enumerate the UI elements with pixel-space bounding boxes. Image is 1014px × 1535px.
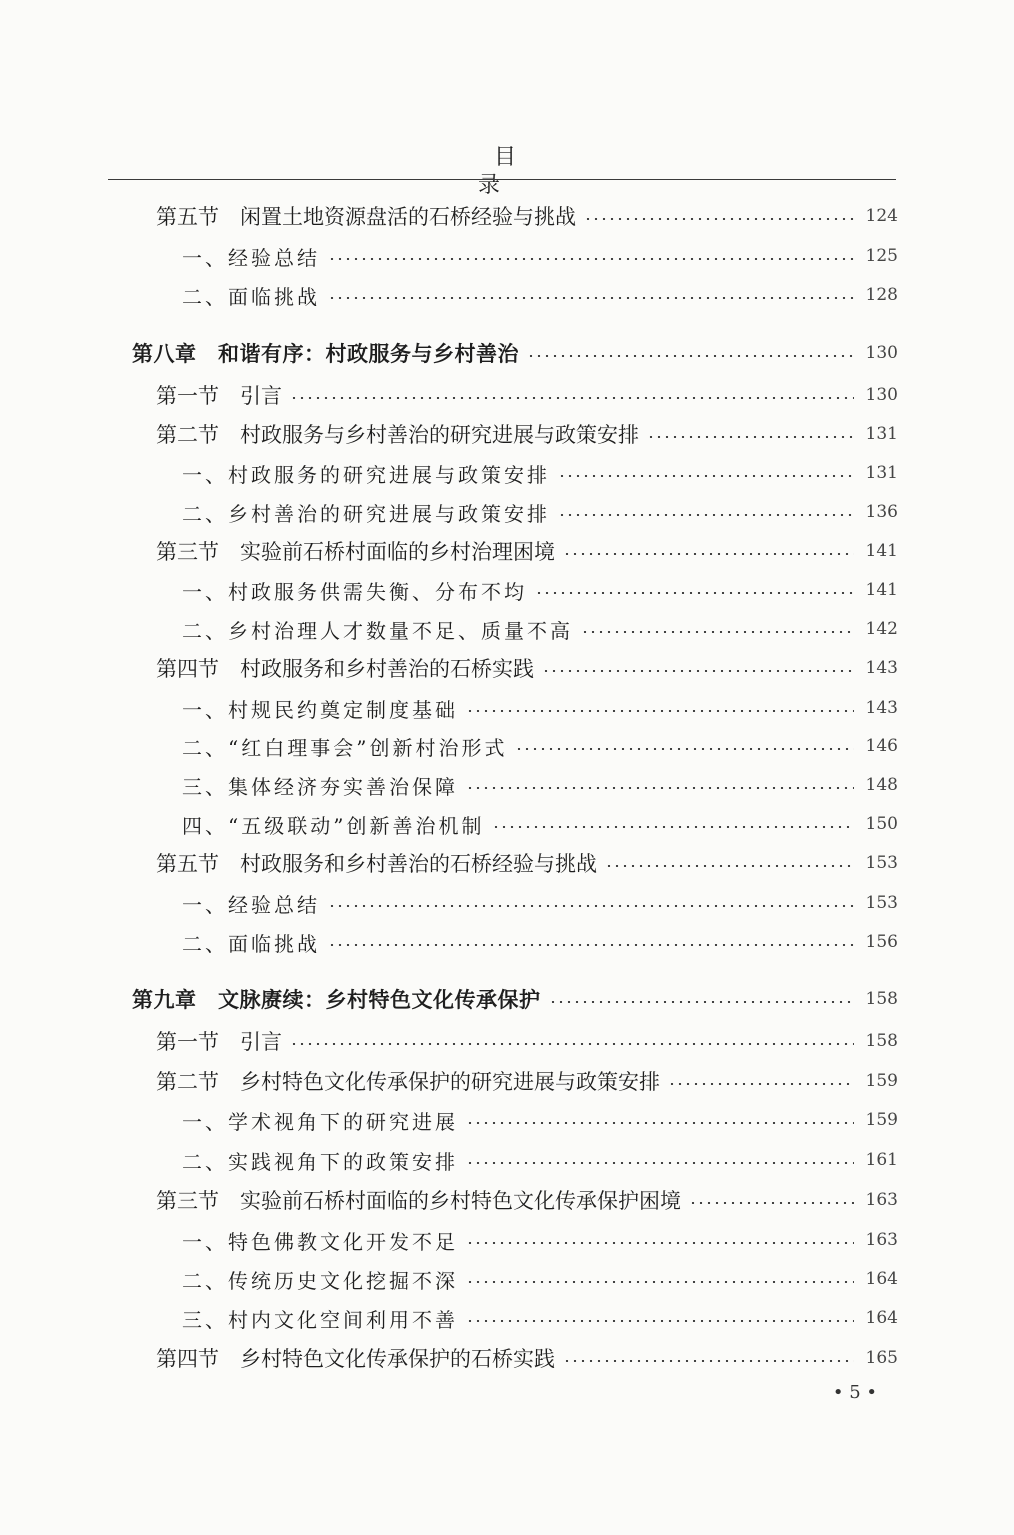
dot-leader	[466, 1242, 854, 1244]
toc-entry-label: 四、“五级联动”创新善治机制	[182, 813, 485, 838]
toc-entry-section	[156, 1184, 898, 1216]
toc-entry-section	[156, 418, 898, 450]
toc-entry-section	[156, 847, 898, 879]
toc-entry-sub	[182, 1224, 898, 1256]
toc-entry-label: 二、面临挑战	[182, 931, 320, 956]
toc-entry-label: 第四节 乡村特色文化传承保护的石桥实践	[156, 1347, 555, 1371]
toc-entry-sub	[182, 730, 898, 762]
toc-entry-page: 130	[865, 343, 898, 363]
dot-leader	[549, 1001, 855, 1003]
toc-entry-page: 153	[865, 853, 898, 873]
toc-entry-page: 143	[865, 658, 898, 678]
toc-entry-page: 164	[865, 1308, 898, 1328]
toc-entry-label: 第一节 引言	[156, 384, 282, 408]
toc-entry-label: 第二节 村政服务与乡村善治的研究进展与政策安排	[156, 423, 639, 447]
toc-entry-page: 148	[865, 775, 898, 795]
toc-entry-sub	[182, 574, 898, 606]
toc-entry-chapter	[132, 337, 898, 369]
toc-entry-label: 二、乡村善治的研究进展与政策安排	[182, 501, 550, 526]
dot-leader	[328, 944, 854, 946]
toc-entry-page: 130	[865, 385, 898, 405]
page-number: • 5 •	[832, 1382, 878, 1403]
toc-entry-sub	[182, 887, 898, 919]
dot-leader	[668, 1083, 854, 1085]
toc-entry-page: 150	[865, 814, 898, 834]
dot-leader	[466, 1320, 854, 1322]
toc-entry-section	[156, 1065, 898, 1097]
toc-entry-page: 124	[865, 206, 898, 226]
toc-entry-sub	[182, 1263, 898, 1295]
toc-entry-page: 128	[865, 285, 898, 305]
page-header-title: 目 录	[477, 145, 548, 198]
dot-leader	[466, 787, 854, 789]
toc-entry-sub	[182, 1302, 898, 1334]
dot-leader	[535, 592, 854, 594]
toc-entry-sub	[182, 692, 898, 724]
toc-entry-page: 163	[865, 1230, 898, 1250]
toc-entry-page: 158	[865, 1031, 898, 1051]
toc-entry-sub	[182, 808, 898, 840]
toc-entry-page: 141	[865, 541, 898, 561]
toc-entry-label: 第三节 实验前石桥村面临的乡村特色文化传承保护困境	[156, 1189, 681, 1213]
toc-entry-label: 二、乡村治理人才数量不足、质量不高	[182, 618, 573, 643]
toc-entry-section	[156, 652, 898, 684]
dot-leader	[492, 826, 854, 828]
dot-leader	[558, 475, 854, 477]
toc-entry-chapter	[132, 983, 898, 1015]
toc-entry-sub	[182, 279, 898, 311]
toc-entry-label: 第四节 村政服务和乡村善治的石桥实践	[156, 657, 534, 681]
toc-entry-section	[156, 1342, 898, 1374]
toc-entry-label: 第三节 实验前石桥村面临的乡村治理困境	[156, 540, 555, 564]
toc-entry-page: 156	[865, 932, 898, 952]
toc-entry-label: 一、学术视角下的研究进展	[182, 1109, 458, 1134]
toc-entry-page: 165	[865, 1348, 898, 1368]
dot-leader	[466, 1122, 854, 1124]
toc-entry-page: 146	[865, 736, 898, 756]
toc-entry-sub	[182, 613, 898, 645]
toc-entry-page: 125	[865, 246, 898, 266]
toc-entry-label: 一、村政服务的研究进展与政策安排	[182, 462, 550, 487]
dot-leader	[290, 397, 854, 399]
toc-entry-sub	[182, 457, 898, 489]
toc-entry-label: 一、村政服务供需失衡、分布不均	[182, 579, 527, 604]
dot-leader	[527, 355, 854, 357]
toc-entry-page: 131	[865, 424, 898, 444]
dot-leader	[466, 710, 854, 712]
toc-entry-sub	[182, 926, 898, 958]
dot-leader	[328, 297, 854, 299]
toc-entry-label: 第五节 闲置土地资源盘活的石桥经验与挑战	[156, 205, 576, 229]
toc-entry-page: 164	[865, 1269, 898, 1289]
toc-entry-page: 141	[865, 580, 898, 600]
toc-entry-sub	[182, 496, 898, 528]
toc-entry-sub	[182, 1144, 898, 1176]
dot-leader	[290, 1043, 854, 1045]
toc-entry-label: 一、经验总结	[182, 892, 320, 917]
toc-entry-page: 158	[865, 989, 898, 1009]
dot-leader	[563, 553, 854, 555]
toc-entry-label: 第五节 村政服务和乡村善治的石桥经验与挑战	[156, 852, 597, 876]
dot-leader	[515, 748, 854, 750]
dot-leader	[542, 670, 854, 672]
toc-entry-sub	[182, 769, 898, 801]
dot-leader	[563, 1360, 854, 1362]
toc-entry-label: 第八章 和谐有序：村政服务与乡村善治	[132, 342, 519, 366]
dot-leader	[328, 905, 854, 907]
toc-entry-page: 136	[865, 502, 898, 522]
toc-entry-section	[156, 200, 898, 232]
dot-leader	[328, 258, 854, 260]
toc-entry-page: 153	[865, 893, 898, 913]
toc-entry-label: 一、经验总结	[182, 245, 320, 270]
toc-entry-section	[156, 379, 898, 411]
dot-leader	[689, 1202, 854, 1204]
dot-leader	[581, 631, 854, 633]
toc-entry-label: 三、集体经济夯实善治保障	[182, 774, 458, 799]
toc-entry-page: 131	[865, 463, 898, 483]
toc-entry-sub	[182, 1104, 898, 1136]
toc-entry-page: 159	[865, 1110, 898, 1130]
toc-entry-label: 第九章 文脉赓续：乡村特色文化传承保护	[132, 988, 541, 1012]
toc-entry-label: 二、实践视角下的政策安排	[182, 1149, 458, 1174]
header-rule	[108, 179, 896, 180]
toc-entry-label: 二、传统历史文化挖掘不深	[182, 1268, 458, 1293]
dot-leader	[558, 514, 854, 516]
toc-entry-page: 143	[865, 698, 898, 718]
toc-entry-section	[156, 1025, 898, 1057]
toc-entry-section	[156, 535, 898, 567]
toc-entry-page: 159	[865, 1071, 898, 1091]
dot-leader	[647, 436, 854, 438]
dot-leader	[584, 218, 854, 220]
toc-entry-label: 二、“红白理事会”创新村治形式	[182, 735, 508, 760]
toc-entry-sub	[182, 240, 898, 272]
dot-leader	[466, 1162, 854, 1164]
toc-entry-page: 142	[865, 619, 898, 639]
toc-entry-label: 二、面临挑战	[182, 284, 320, 309]
dot-leader	[466, 1281, 854, 1283]
toc-entry-label: 一、特色佛教文化开发不足	[182, 1229, 458, 1254]
toc-entry-label: 第一节 引言	[156, 1030, 282, 1054]
dot-leader	[605, 865, 854, 867]
toc-entry-page: 161	[865, 1150, 898, 1170]
toc-entry-page: 163	[865, 1190, 898, 1210]
toc-entry-label: 一、村规民约奠定制度基础	[182, 697, 458, 722]
toc-entry-label: 第二节 乡村特色文化传承保护的研究进展与政策安排	[156, 1070, 660, 1094]
toc-entry-label: 三、村内文化空间利用不善	[182, 1307, 458, 1332]
